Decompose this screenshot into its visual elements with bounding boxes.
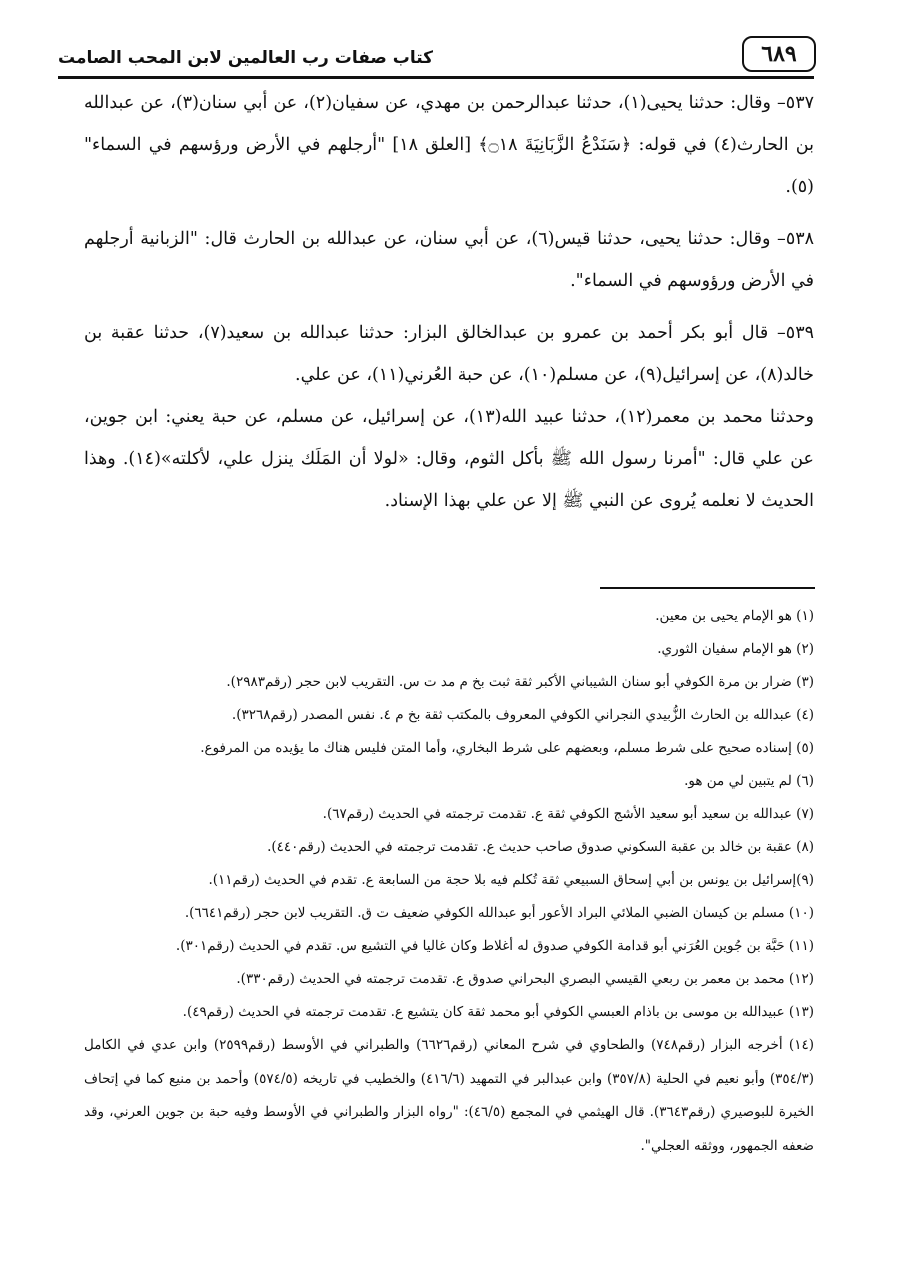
footnote-10: (١٠) مسلم بن كيسان الضبي الملائي البراد الأعور أبو عبدالله الكوفي ضعيف ت ق. التقريب لابن حجر (رقم٦٦٤١). [184, 905, 814, 921]
footnote-2: (٢) هو الإمام سفيان الثوري. [657, 641, 814, 657]
paragraph-539-second-chain: وحدثنا محمد بن معمر(١٢)، حدثنا عبيد الله(١٣)، عن إسرائيل، عن مسلم، عن حبة يعني: ابن جوين، عن علي قال: "أمرنا رسول الله ﷺ بأكل الثوم، وقال: «لولا أن المَلَك ينزل علي، لأكلته»(١٤). وهذا الحديث لا نعلمه يُروى عن النبي ﷺ إلا عن علي بهذا الإسناد. [84, 407, 814, 511]
footnote-11: (١١) حَبَّة بن جُوين العُرَني أبو قدامة الكوفي صدوق له أغلاط وكان غاليا في التشيع س. تقدم في الحديث (رقم٣٠١). [175, 938, 814, 954]
footnote-9: (٩)إسرائيل بن يونس بن أبي إسحاق السبيعي ثقة تُكلم فيه بلا حجة من السابعة ع. تقدم في الحديث (رقم١١). [208, 872, 814, 888]
footnote-3: (٣) ضرار بن مرة الكوفي أبو سنان الشيباني الأكبر ثقة ثبت بخ م مد ت س. التقريب لابن حجر (رقم٢٩٨٣). [226, 674, 814, 690]
footnote-13: (١٣) عبيدالله بن موسى بن باذام العبسي الكوفي أبو محمد ثقة كان يتشيع ع. تقدمت ترجمته في الحديث (رقم٤٩). [182, 1004, 814, 1020]
running-title: كتاب صفات رب العالمين لابن المحب الصامت [58, 48, 434, 68]
header-divider [58, 76, 814, 79]
footnote-5: (٥) إسناده صحيح على شرط مسلم، وبعضهم على شرط البخاري، وأما المتن فليس هناك ما يؤيده من المرفوع. [200, 740, 814, 756]
footnote-1: (١) هو الإمام يحيى بن معين. [655, 608, 814, 624]
main-text [84, 82, 814, 522]
footnotes [84, 600, 814, 1163]
footnote-12: (١٢) محمد بن معمر بن ربعي القيسي البصري البحراني صدوق ع. تقدمت ترجمته في الحديث (رقم٣٣٠). [236, 971, 814, 987]
footnote-7: (٧) عبدالله بن سعيد أبو سعيد الأشج الكوفي ثقة ع. تقدمت ترجمته في الحديث (رقم٦٧). [322, 806, 814, 822]
footnote-8: (٨) عقبة بن خالد بن عقبة السكوني صدوق صاحب حديث ع. تقدمت ترجمته في الحديث (رقم٤٤٠). [267, 839, 814, 855]
paragraph-537: ٥٣٧– وقال: حدثنا يحيى(١)، حدثنا عبدالرحمن بن مهدي، عن سفيان(٢)، عن أبي سنان(٣)، عن عبدالله بن الحارث(٤) في قوله: ﴿سَنَدْعُ الزَّبَانِيَةَ ۝١٨﴾ [العلق ١٨] "أرجلهم في الأرض ورؤسهم في السماء"(٥). [84, 93, 814, 197]
footnote-6: (٦) لم يتبين لي من هو. [684, 773, 814, 789]
footnote-divider [600, 587, 815, 589]
footnote-14: (١٤) أخرجه البزار (رقم٧٤٨) والطحاوي في شرح المعاني (رقم٦٦٢٦) والطبراني في الأوسط (رقم٢٥٩٩) وابن عدي في الكامل (٣٥٤/٣) وأبو نعيم في الحلية (٣٥٧/٨) وابن عبدالبر في التمهيد (٤١٦/٦) والخطيب في تاريخه (٥٧٤/٥) وأحمد بن منيع كما في إتحاف الخيرة للبوصيري (رقم٣٦٤٣). قال الهيثمي في المجمع (٤٦/٥): "رواه البزار والطبراني في الأوسط وفيه حبة بن جوين العرني، وقد ضعفه الجمهور، ووثقه العجلي". [84, 1037, 815, 1154]
footnote-4: (٤) عبدالله بن الحارث الزُّبيدي النجراني الكوفي المعروف بالمكتب ثقة بخ م ٤. نفس المصدر (رقم٣٢٦٨). [231, 707, 814, 723]
page-number: ٦٨٩ [742, 36, 816, 72]
page-header [58, 36, 816, 74]
paragraph-538: ٥٣٨– وقال: حدثنا يحيى، حدثنا قيس(٦)، عن أبي سنان، عن عبدالله بن الحارث قال: "الزبانية أرجلهم في الأرض ورؤوسهم في السماء". [84, 229, 815, 291]
paragraph-539: ٥٣٩– قال أبو بكر أحمد بن عمرو بن عبدالخالق البزار: حدثنا عبدالله بن سعيد(٧)، حدثنا عقبة بن خالد(٨)، عن إسرائيل(٩)، عن مسلم(١٠)، عن حبة العُرني(١١)، عن علي. [84, 323, 814, 385]
